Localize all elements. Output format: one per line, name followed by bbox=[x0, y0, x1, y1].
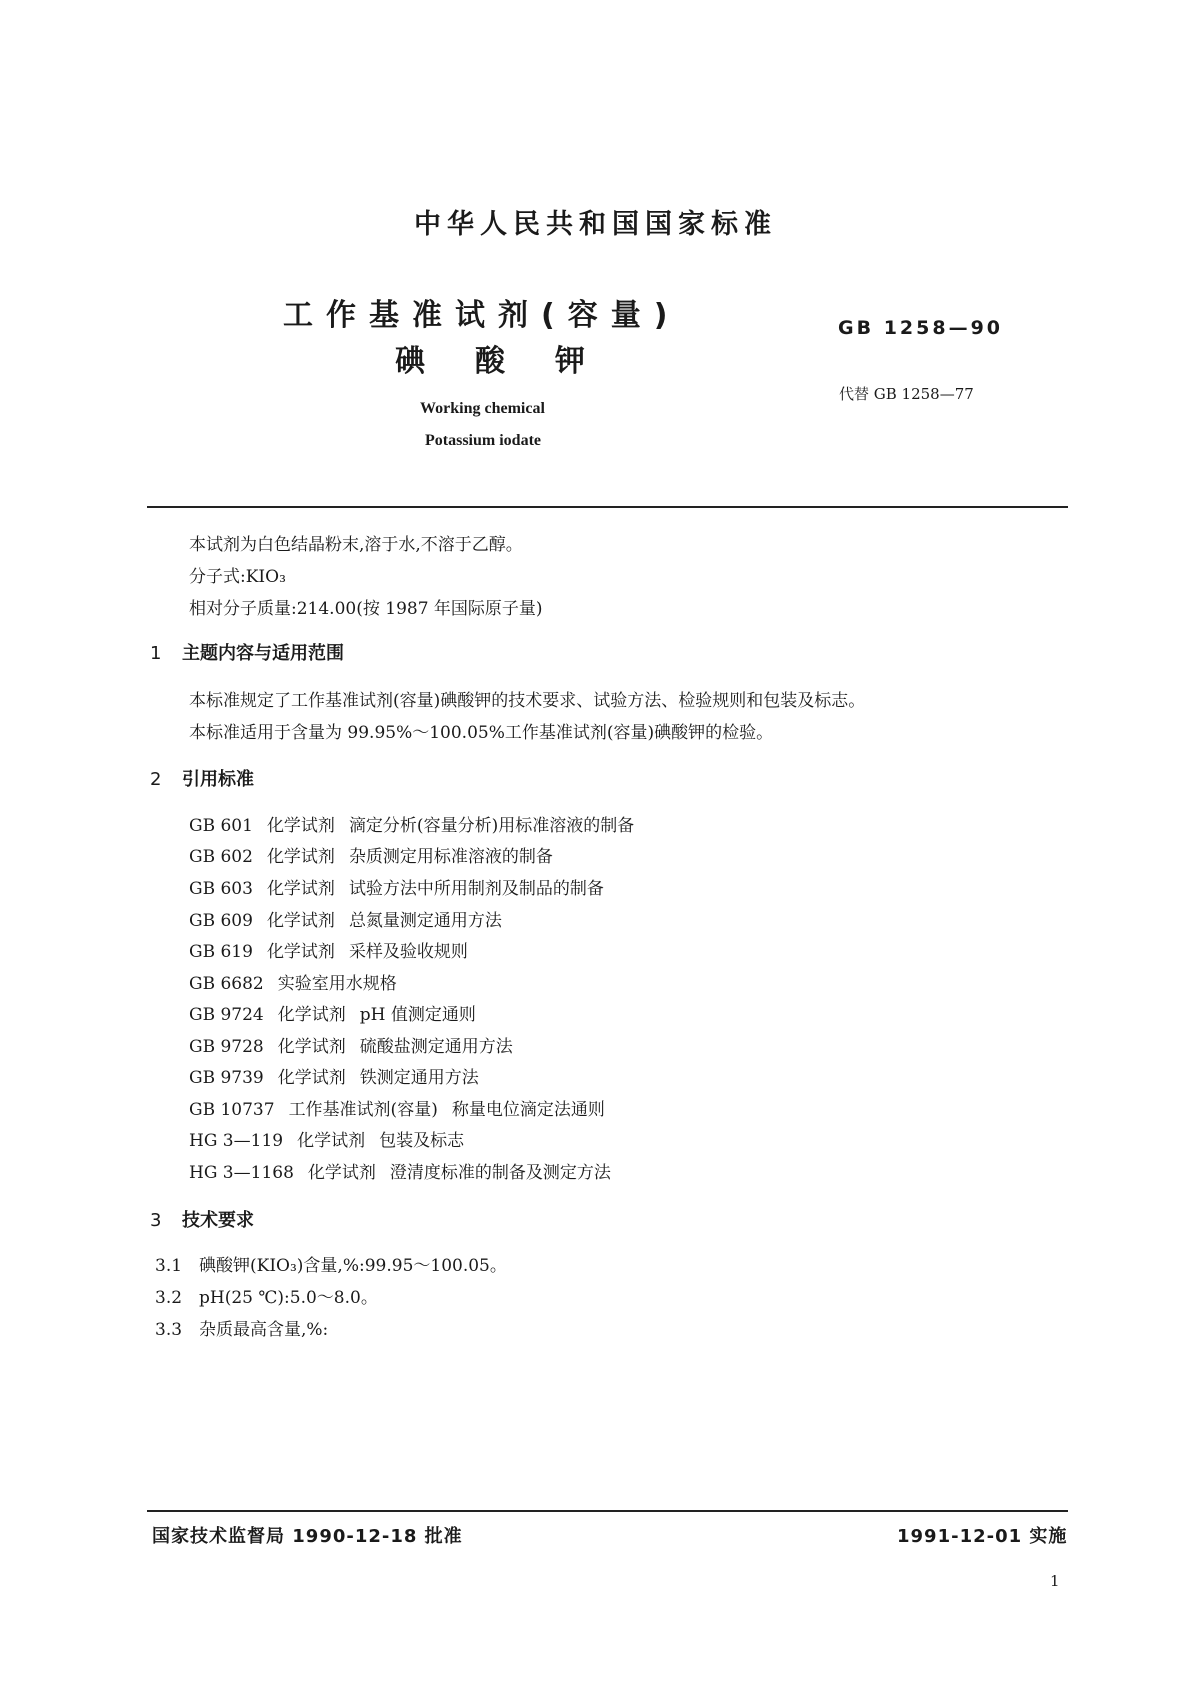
reference-row bbox=[189, 1000, 490, 1025]
reference-title: pH 值测定通则 bbox=[359, 1005, 476, 1025]
reference-code: GB 619 bbox=[189, 942, 253, 962]
reference-title: 包装及标志 bbox=[379, 1131, 465, 1151]
section-3-number: 3 bbox=[150, 1210, 162, 1231]
reference-category: 化学试剂 bbox=[266, 816, 335, 836]
reference-code: HG 3—119 bbox=[189, 1131, 284, 1151]
reference-title: 滴定分析(容量分析)用标准溶液的制备 bbox=[348, 816, 635, 836]
reference-title: 澄清度标准的制备及测定方法 bbox=[389, 1163, 611, 1183]
replaces-standard: 代替 GB 1258—77 bbox=[839, 385, 974, 403]
clause-text: pH(25 ℃):5.0～8.0。 bbox=[199, 1288, 378, 1308]
reference-row bbox=[189, 842, 567, 867]
section-2-title: 引用标准 bbox=[182, 769, 254, 790]
approval-date: 国家技术监督局 1990-12-18 批准 bbox=[152, 1526, 463, 1547]
reference-row bbox=[189, 906, 516, 931]
header-divider bbox=[147, 506, 1068, 508]
section-1-para2: 本标准适用于含量为 99.95%～100.05%工作基准试剂(容量)碘酸钾的检验。 bbox=[189, 723, 774, 743]
clause bbox=[155, 1251, 507, 1276]
section-2-heading bbox=[150, 765, 254, 791]
reference-row bbox=[189, 1063, 493, 1088]
reference-title: 杂质测定用标准溶液的制备 bbox=[348, 847, 553, 867]
reference-code: GB 9728 bbox=[189, 1037, 264, 1057]
clause bbox=[155, 1283, 378, 1308]
reference-category: 化学试剂 bbox=[297, 1131, 366, 1151]
reference-row bbox=[189, 969, 425, 994]
section-1-title: 主题内容与适用范围 bbox=[182, 643, 344, 664]
intro-molar-mass: 相对分子质量:214.00(按 1987 年国际原子量) bbox=[189, 599, 543, 619]
page-number: 1 bbox=[1050, 1572, 1060, 1590]
section-1-number: 1 bbox=[150, 643, 162, 664]
reference-row bbox=[189, 811, 648, 836]
standard-title-line1: 工作基准试剂(容量) bbox=[283, 298, 681, 333]
clause-text: 碘酸钾(KIO₃)含量,%:99.95～100.05。 bbox=[199, 1256, 507, 1276]
reference-category: 化学试剂 bbox=[266, 942, 335, 962]
section-3-title: 技术要求 bbox=[182, 1210, 254, 1231]
reference-category: 化学试剂 bbox=[277, 1005, 346, 1025]
reference-category: 化学试剂 bbox=[277, 1068, 346, 1088]
reference-code: GB 10737 bbox=[189, 1100, 275, 1120]
reference-category: 实验室用水规格 bbox=[277, 974, 397, 994]
effective-date: 1991-12-01 实施 bbox=[897, 1526, 1068, 1547]
reference-category: 化学试剂 bbox=[277, 1037, 346, 1057]
reference-row bbox=[189, 1158, 625, 1183]
clause-number: 3.3 bbox=[155, 1320, 183, 1340]
reference-row bbox=[189, 1126, 478, 1151]
national-standard-title: 中华人民共和国国家标准 bbox=[414, 209, 777, 240]
section-2-number: 2 bbox=[150, 769, 162, 790]
reference-title: 称量电位滴定法通则 bbox=[451, 1100, 605, 1120]
intro-formula: 分子式:KIO₃ bbox=[189, 567, 286, 587]
clause bbox=[155, 1315, 328, 1340]
reference-code: GB 602 bbox=[189, 847, 253, 867]
reference-category: 化学试剂 bbox=[266, 911, 335, 931]
reference-category: 工作基准试剂(容量) bbox=[288, 1100, 438, 1120]
standard-number: GB 1258—90 bbox=[838, 317, 1004, 339]
reference-code: GB 603 bbox=[189, 879, 253, 899]
reference-code: GB 9739 bbox=[189, 1068, 264, 1088]
reference-row bbox=[189, 1032, 527, 1057]
clause-number: 3.1 bbox=[155, 1256, 183, 1276]
clause-text: 杂质最高含量,%: bbox=[199, 1320, 329, 1340]
reference-title: 总氮量测定通用方法 bbox=[348, 911, 502, 931]
reference-category: 化学试剂 bbox=[266, 879, 335, 899]
reference-code: HG 3—1168 bbox=[189, 1163, 294, 1183]
reference-title: 铁测定通用方法 bbox=[359, 1068, 479, 1088]
section-1-heading bbox=[150, 639, 344, 665]
reference-row bbox=[189, 874, 618, 899]
english-title-line2: Potassium iodate bbox=[425, 432, 541, 449]
english-title-line1: Working chemical bbox=[420, 400, 545, 417]
reference-code: GB 9724 bbox=[189, 1005, 264, 1025]
section-1-para1: 本标准规定了工作基准试剂(容量)碘酸钾的技术要求、试验方法、检验规则和包装及标志。 bbox=[189, 691, 866, 711]
section-3-heading bbox=[150, 1206, 254, 1232]
reference-row bbox=[189, 1095, 619, 1120]
reference-title: 硫酸盐测定通用方法 bbox=[359, 1037, 513, 1057]
reference-code: GB 601 bbox=[189, 816, 253, 836]
reference-title: 试验方法中所用制剂及制品的制备 bbox=[348, 879, 604, 899]
reference-code: GB 609 bbox=[189, 911, 253, 931]
reference-title: 采样及验收规则 bbox=[348, 942, 468, 962]
standard-title-line2: 碘酸钾 bbox=[395, 344, 635, 379]
reference-row bbox=[189, 937, 482, 962]
reference-category: 化学试剂 bbox=[266, 847, 335, 867]
reference-category: 化学试剂 bbox=[307, 1163, 376, 1183]
footer-divider bbox=[147, 1510, 1068, 1512]
clause-number: 3.2 bbox=[155, 1288, 183, 1308]
intro-description: 本试剂为白色结晶粉末,溶于水,不溶于乙醇。 bbox=[189, 535, 523, 555]
reference-code: GB 6682 bbox=[189, 974, 264, 994]
